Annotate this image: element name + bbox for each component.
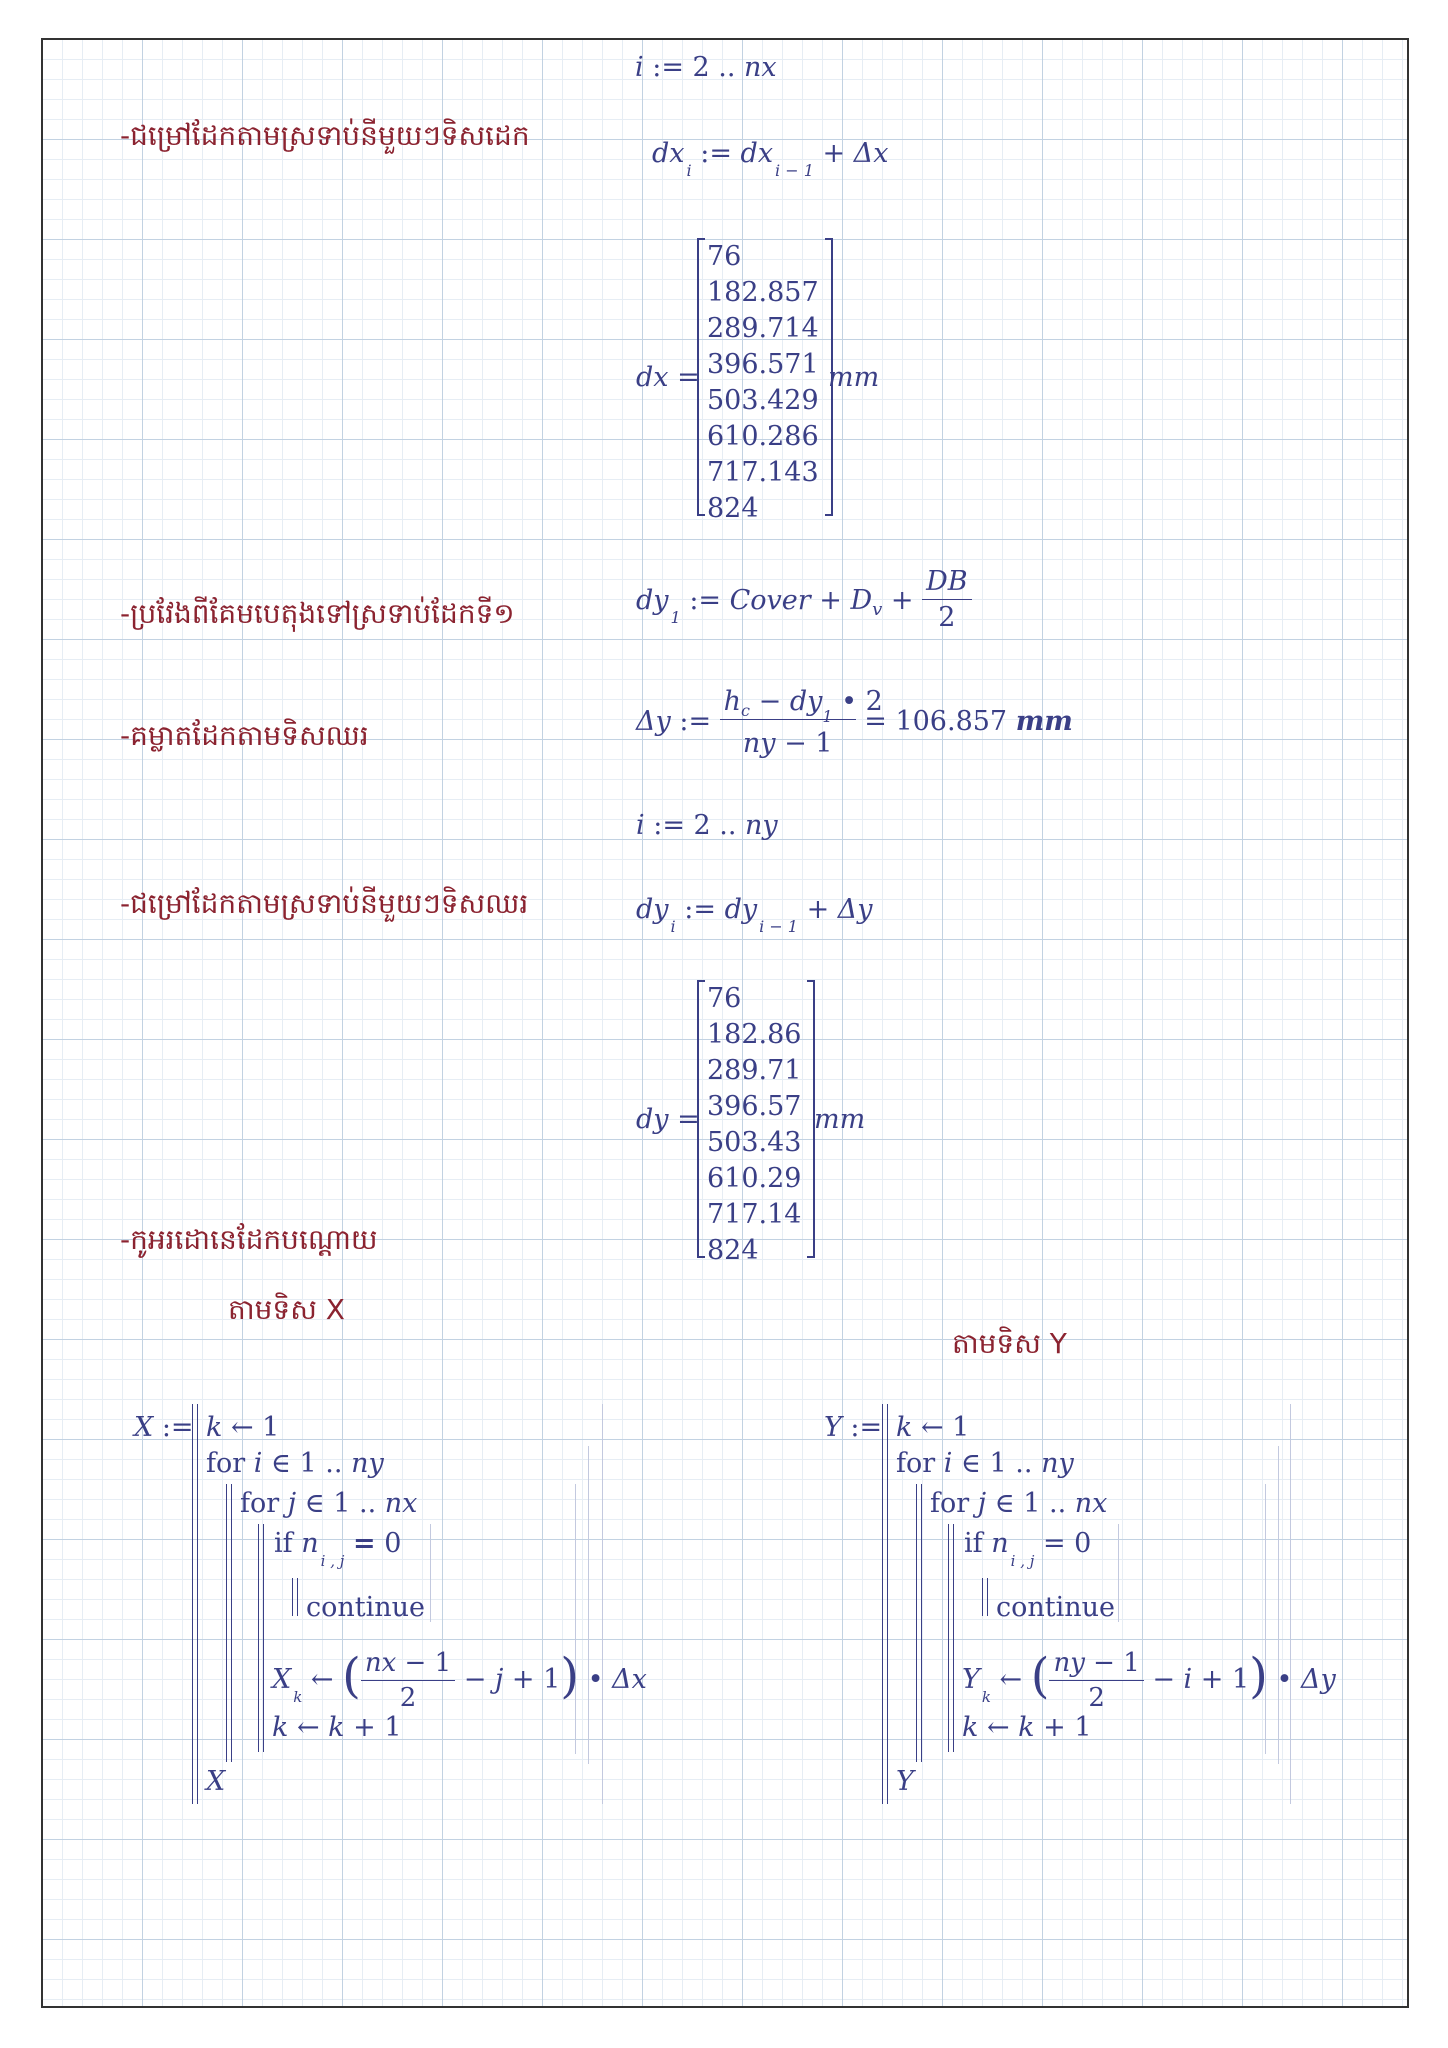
dy-matrix-cell: 717.14 [707, 1199, 802, 1230]
program-x-continue: continue [306, 1592, 426, 1623]
delta-y-definition: Δy := $\frac{h_c - dy_1 • 2}{ny - 1}$ = 106.857 mm [636, 686, 1073, 759]
dy-matrix-cell: 824 [707, 1235, 759, 1266]
program-y-continue: continue [996, 1592, 1116, 1623]
dy-matrix-cell: 76 [707, 983, 742, 1014]
label-direction-y: តាមទិស Y [952, 1327, 1067, 1360]
program-y-if: if $n_{i , j} = 0$ [964, 1528, 1092, 1570]
label-length-to-first-layer: -ប្រវែងពីគែមបេតុងទៅស្រទាប់ដែកទី១ [120, 597, 515, 630]
dy-matrix-cell: 289.71 [707, 1055, 802, 1086]
label-rebar-depth-horizontal: -ជម្រៅដែកតាមស្រទាប់នីមួយៗទិសដេក [120, 119, 530, 152]
dx-label: dx = [636, 362, 700, 393]
dx-matrix [697, 238, 833, 524]
program-x-increment: k ← k + 1 [272, 1712, 402, 1743]
dx-matrix-cell: 76 [707, 241, 742, 272]
dy-matrix-cell: 610.29 [707, 1163, 802, 1194]
delta-y-result: 106.857 [895, 706, 1008, 737]
program-y-outer-loop: for i ∈ 1 .. ny [896, 1448, 1074, 1479]
program-y-increment: k ← k + 1 [962, 1712, 1092, 1743]
program-x-inner-loop: for j ∈ 1 .. nx [240, 1488, 418, 1519]
program-x-outer-loop: for i ∈ 1 .. ny [206, 1448, 384, 1479]
range-x-definition: i := 2 .. nx [635, 52, 777, 83]
dy-matrix-cell: 182.86 [707, 1019, 802, 1050]
dx-matrix-cell: 503.429 [707, 385, 819, 416]
program-y-return: Y [896, 1766, 914, 1797]
program-x-assign: $X_k$ ← ( $\frac{nx - 1}{2}$ − j + 1) • Δx [272, 1648, 647, 1713]
program-y-init: k ← 1 [896, 1412, 970, 1443]
label-coordinates: -កូអរដោនេដែកបណ្តោយ [120, 1223, 378, 1256]
program-y-lhs: Y := [824, 1412, 883, 1443]
dy-matrix [697, 980, 815, 1266]
dx-matrix-cell: 182.857 [707, 277, 819, 308]
program-y-inner-loop: for j ∈ 1 .. nx [930, 1488, 1108, 1519]
program-y-assign: $Y_k$ ← ( $\frac{ny - 1}{2}$ − i + 1) • Δy [962, 1648, 1336, 1713]
label-spacing-vertical: -គម្លាតដែកតាមទិសឈរ [120, 719, 369, 752]
program-x-lhs: X := [134, 1412, 194, 1443]
label-direction-x: តាមទិស X [228, 1293, 345, 1326]
dx-unit: mm [828, 362, 880, 393]
dx-matrix-cell: 396.571 [707, 349, 819, 380]
program-x-return: X [206, 1766, 226, 1797]
delta-y-unit: mm [1015, 706, 1073, 737]
label-rebar-depth-vertical: -ជម្រៅដែកតាមស្រទាប់នីមួយៗទិសឈរ [120, 887, 529, 920]
dx-matrix-cell: 717.143 [707, 457, 819, 488]
dy-label: dy = [636, 1104, 700, 1135]
dx-recurrence: $dx_i$ := $dx_{i - 1} + \Delta x$ [652, 138, 889, 180]
dy-unit: mm [814, 1104, 866, 1135]
dx-matrix-cell: 610.286 [707, 421, 819, 452]
dy-recurrence: $dy_i$ := $dy_{i - 1} + \Delta y$ [636, 894, 873, 936]
program-x-if: if $n_{i , j} = 0$ [274, 1528, 402, 1570]
dx-matrix-cell: 289.714 [707, 313, 819, 344]
dx-matrix-cell: 824 [707, 493, 759, 524]
dy-matrix-cell: 396.57 [707, 1091, 802, 1122]
range-y-definition: i := 2 .. ny [636, 810, 778, 841]
dy-matrix-cell: 503.43 [707, 1127, 802, 1158]
program-x-init: k ← 1 [206, 1412, 280, 1443]
dy1-definition: $dy_1$ := Cover + $D_v$ + $\frac{DB}{2}$ [636, 568, 972, 635]
